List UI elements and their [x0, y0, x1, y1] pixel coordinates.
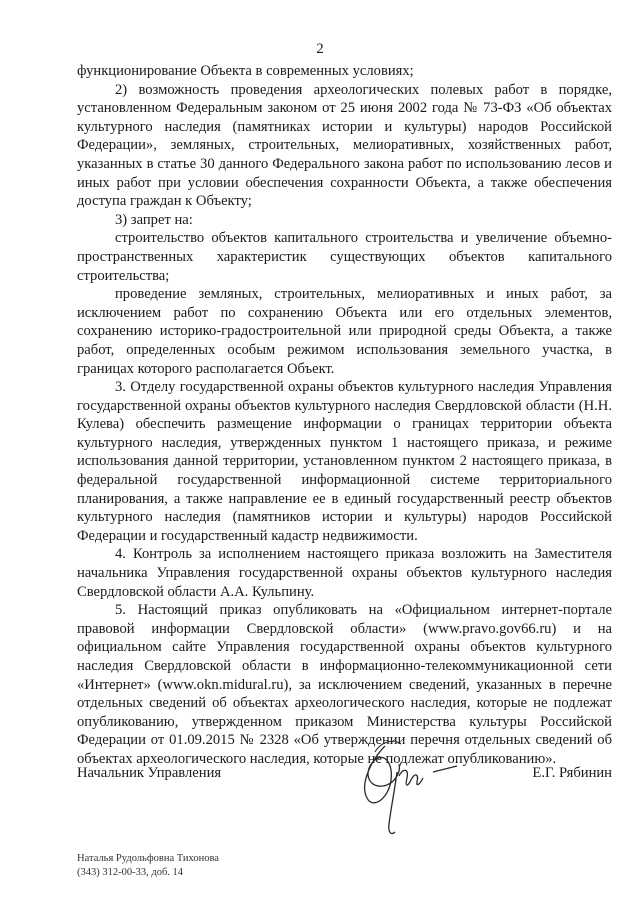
- paragraph: 5. Настоящий приказ опубликовать на «Официальном интернет-портале правовой информации Свердловской области» (www.pravo.gov66.ru) и на официальном сайте Управления государственной охраны объектов культурного наследия Свердловской области в информационно-телекоммуникационной сети «Интернет» (www.okn.midural.ru), за исключением сведений, указанных в перечне отдельных сведений об объектах археологического наследия, которые не подлежат опубликованию, утвержденном приказом Министерства культуры Российской Федерации от 01.09.2015 № 2328 «Об утверждении перечня отдельных сведений об объектах археологического наследия, которые не подлежат опубликованию».: [77, 602, 612, 767]
- signer-name: Е.Г. Рябинин: [532, 765, 612, 781]
- paragraph: 4. Контроль за исполнением настоящего приказа возложить на Заместителя начальника Управления государственной охраны объектов культурного наследия Свердловской области А.А. Кульпину.: [77, 546, 612, 600]
- page-number: 2: [316, 41, 324, 57]
- signer-position: Начальник Управления: [77, 765, 222, 781]
- executor-info: [77, 852, 219, 880]
- executor-name: Наталья Рудольфовна Тихонова: [77, 853, 219, 864]
- paragraph: проведение земляных, строительных, мелиоративных и иных работ, за исключением работ по сохранению Объекта или его отдельных элементов, сохранению историко-градостроительной или природной среды Объекта, а также работ, определенных особым режимом использования земельного участка, в границах которого располагается Объект.: [77, 286, 612, 377]
- paragraph: 3) запрет на:: [115, 211, 193, 228]
- paragraph: 2) возможность проведения археологических полевых работ в порядке, установленном Федеральным законом от 25 июня 2002 года № 73-ФЗ «Об объектах культурного наследия (памятниках истории и культуры) народов Российской Федерации», земляных, строительных, мелиоративных, хозяйственных работ, указанных в статье 30 данного Федерального закона работ по использованию лесов и иных работ при условии обеспечения сохранности Объекта, а также обеспечения доступа граждан к Объекту;: [77, 81, 612, 210]
- paragraph: 3. Отделу государственной охраны объектов культурного наследия Управления государственной охраны объектов культурного наследия Свердловской области (Н.Н. Кулева) обеспечить размещение информации о границах территории объекта культурного наследия, утвержденных пунктом 1 настоящего приказа, и режиме использования данной территории, установленном пунктом 2 настоящего приказа, в федеральной государственной информационной системе территориального планирования, а также направление ее в единый государственный реестр объектов культурного наследия (памятников истории и культуры) народов Российской Федерации и государственный кадастр недвижимости.: [77, 379, 612, 544]
- executor-phone: (343) 312-00-33, доб. 14: [77, 867, 184, 878]
- paragraph: функционирование Объекта в современных условиях;: [77, 63, 414, 79]
- document-body: [77, 62, 612, 769]
- handwritten-signature: [345, 728, 475, 843]
- paragraph: строительство объектов капитального строительства и увеличение объемно-пространственных характеристик существующих объектов капитального строительства;: [77, 230, 612, 284]
